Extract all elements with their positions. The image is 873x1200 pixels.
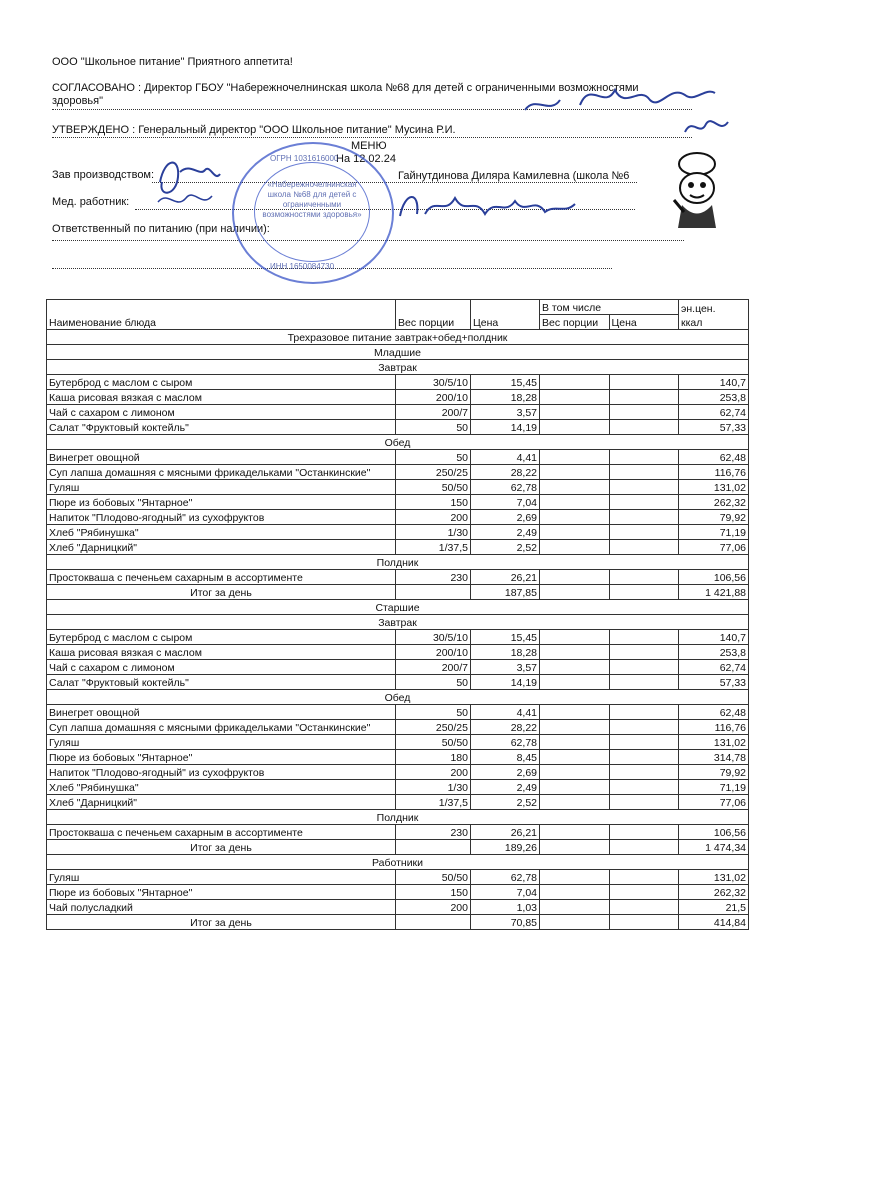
- dish-name: Чай с сахаром с лимоном: [47, 405, 396, 420]
- table-row: [47, 765, 749, 780]
- energy-kcal: 77,06: [679, 795, 749, 810]
- header-name: Наименование блюда: [47, 300, 396, 330]
- incl-price: [609, 390, 679, 405]
- table-row: [47, 480, 749, 495]
- incl-price: [609, 585, 679, 600]
- portion-weight: 1/37,5: [396, 795, 471, 810]
- energy-kcal: 140,7: [679, 630, 749, 645]
- incl-price: [609, 750, 679, 765]
- table-row: [47, 735, 749, 750]
- energy-kcal: 79,92: [679, 765, 749, 780]
- incl-weight: [540, 870, 610, 885]
- incl-price: [609, 660, 679, 675]
- portion-weight: 200/7: [396, 405, 471, 420]
- table-row: [47, 705, 749, 720]
- energy-kcal: 21,5: [679, 900, 749, 915]
- total-row: [47, 840, 749, 855]
- table-row: [47, 450, 749, 465]
- price: 70,85: [471, 915, 540, 930]
- price: 4,41: [471, 705, 540, 720]
- incl-weight: [540, 915, 610, 930]
- portion-weight: 250/25: [396, 720, 471, 735]
- incl-price: [609, 765, 679, 780]
- energy-kcal: 71,19: [679, 525, 749, 540]
- dish-name: Суп лапша домашняя с мясными фрикадельками "Останкинские": [47, 720, 396, 735]
- dish-name: Хлеб "Рябинушка": [47, 780, 396, 795]
- company-line: ООО "Школьное питание" Приятного аппетита!: [52, 56, 293, 68]
- incl-weight: [540, 840, 610, 855]
- table-row: [47, 825, 749, 840]
- incl-price: [609, 540, 679, 555]
- section-title: Работники: [47, 855, 749, 870]
- total-row: [47, 585, 749, 600]
- incl-weight: [540, 420, 610, 435]
- incl-price: [609, 915, 679, 930]
- incl-price: [609, 630, 679, 645]
- price: 2,49: [471, 525, 540, 540]
- portion-weight: 1/30: [396, 525, 471, 540]
- incl-weight: [540, 660, 610, 675]
- header-energy-bottom: ккал: [679, 315, 749, 330]
- incl-price: [609, 840, 679, 855]
- price: 3,57: [471, 660, 540, 675]
- incl-weight: [540, 795, 610, 810]
- incl-price: [609, 780, 679, 795]
- price: 18,28: [471, 390, 540, 405]
- signature-medic: [395, 186, 595, 226]
- incl-weight: [540, 645, 610, 660]
- price: 2,69: [471, 510, 540, 525]
- incl-price: [609, 495, 679, 510]
- energy-kcal: 414,84: [679, 915, 749, 930]
- incl-price: [609, 825, 679, 840]
- medic-label: Мед. работник:: [52, 196, 130, 208]
- incl-weight: [540, 570, 610, 585]
- dish-name: Гуляш: [47, 870, 396, 885]
- energy-kcal: 79,92: [679, 510, 749, 525]
- dish-name: Бутерброд с маслом с сыром: [47, 630, 396, 645]
- approved-line: СОГЛАСОВАНО : Директор ГБОУ "Набережночелнинская школа №68 для детей с ограниченными возможностями: [52, 82, 639, 94]
- section-title: Завтрак: [47, 360, 749, 375]
- incl-price: [609, 900, 679, 915]
- energy-kcal: 262,32: [679, 495, 749, 510]
- stamp-center-text: «Набережночелнинская школа №68 для детей с ограниченными возможностями здоровья»: [262, 180, 362, 219]
- energy-kcal: 1 474,34: [679, 840, 749, 855]
- dish-name: Салат "Фруктовый коктейль": [47, 420, 396, 435]
- incl-price: [609, 465, 679, 480]
- portion-weight: 200/10: [396, 390, 471, 405]
- dish-name: Чай полусладкий: [47, 900, 396, 915]
- portion-weight: [396, 840, 471, 855]
- section-row: [47, 435, 749, 450]
- header-energy-top: эн.цен.: [679, 300, 749, 315]
- portion-weight: 150: [396, 495, 471, 510]
- energy-kcal: 62,74: [679, 660, 749, 675]
- incl-weight: [540, 540, 610, 555]
- price: 189,26: [471, 840, 540, 855]
- production-name: Гайнутдинова Диляра Камилевна (школа №6: [398, 170, 630, 182]
- table-row: [47, 720, 749, 735]
- price: 7,04: [471, 885, 540, 900]
- table-row: [47, 570, 749, 585]
- price: 26,21: [471, 570, 540, 585]
- total-label: Итог за день: [47, 915, 396, 930]
- incl-weight: [540, 825, 610, 840]
- dish-name: Напиток "Плодово-ягодный" из сухофруктов: [47, 510, 396, 525]
- dish-name: Хлеб "Рябинушка": [47, 525, 396, 540]
- table-row: [47, 900, 749, 915]
- incl-weight: [540, 465, 610, 480]
- portion-weight: 250/25: [396, 465, 471, 480]
- incl-price: [609, 735, 679, 750]
- dish-name: Каша рисовая вязкая с маслом: [47, 645, 396, 660]
- dish-name: Гуляш: [47, 480, 396, 495]
- price: 62,78: [471, 735, 540, 750]
- price: 15,45: [471, 630, 540, 645]
- incl-weight: [540, 765, 610, 780]
- portion-weight: 50: [396, 675, 471, 690]
- table-row: [47, 390, 749, 405]
- section-title: Завтрак: [47, 615, 749, 630]
- energy-kcal: 71,19: [679, 780, 749, 795]
- energy-kcal: 314,78: [679, 750, 749, 765]
- incl-weight: [540, 375, 610, 390]
- dish-name: Винегрет овощной: [47, 450, 396, 465]
- price: 62,78: [471, 480, 540, 495]
- incl-price: [609, 570, 679, 585]
- energy-kcal: 106,56: [679, 825, 749, 840]
- incl-weight: [540, 405, 610, 420]
- section-row: [47, 615, 749, 630]
- energy-kcal: 253,8: [679, 645, 749, 660]
- production-label: Зав производством:: [52, 169, 155, 181]
- incl-weight: [540, 495, 610, 510]
- portion-weight: 200/7: [396, 660, 471, 675]
- dish-name: Хлеб "Дарницкий": [47, 795, 396, 810]
- price: 28,22: [471, 465, 540, 480]
- energy-kcal: 106,56: [679, 570, 749, 585]
- table-row: [47, 885, 749, 900]
- portion-weight: 200: [396, 900, 471, 915]
- incl-weight: [540, 585, 610, 600]
- incl-weight: [540, 450, 610, 465]
- incl-price: [609, 480, 679, 495]
- incl-weight: [540, 675, 610, 690]
- table-row: [47, 675, 749, 690]
- incl-price: [609, 525, 679, 540]
- energy-kcal: 116,76: [679, 720, 749, 735]
- incl-weight: [540, 510, 610, 525]
- section-title: Полдник: [47, 810, 749, 825]
- dish-name: Каша рисовая вязкая с маслом: [47, 390, 396, 405]
- stamp-ogrn: ОГРН 1031616000: [270, 154, 339, 163]
- dish-name: Салат "Фруктовый коктейль": [47, 675, 396, 690]
- dish-name: Пюре из бобовых "Янтарное": [47, 750, 396, 765]
- dish-name: Хлеб "Дарницкий": [47, 540, 396, 555]
- energy-kcal: 131,02: [679, 480, 749, 495]
- incl-price: [609, 645, 679, 660]
- portion-weight: 200/10: [396, 645, 471, 660]
- section-title: Полдник: [47, 555, 749, 570]
- signature-general: [680, 112, 740, 142]
- dish-name: Чай с сахаром с лимоном: [47, 660, 396, 675]
- incl-price: [609, 675, 679, 690]
- energy-kcal: 57,33: [679, 675, 749, 690]
- price: 28,22: [471, 720, 540, 735]
- total-row: [47, 915, 749, 930]
- price: 1,03: [471, 900, 540, 915]
- price: 15,45: [471, 375, 540, 390]
- energy-kcal: 140,7: [679, 375, 749, 390]
- price: 62,78: [471, 870, 540, 885]
- dish-name: Бутерброд с маслом с сыром: [47, 375, 396, 390]
- section-title: Старшие: [47, 600, 749, 615]
- header-incl: В том числе: [540, 300, 679, 315]
- portion-weight: [396, 585, 471, 600]
- table-row: [47, 510, 749, 525]
- menu-date: На 12.02.24: [336, 153, 396, 165]
- table-row: [47, 630, 749, 645]
- energy-kcal: 1 421,88: [679, 585, 749, 600]
- portion-weight: 180: [396, 750, 471, 765]
- section-title: Трехразовое питание завтрак+обед+полдник: [47, 330, 749, 345]
- portion-weight: 1/37,5: [396, 540, 471, 555]
- incl-price: [609, 420, 679, 435]
- price: 2,52: [471, 795, 540, 810]
- price: 187,85: [471, 585, 540, 600]
- incl-price: [609, 705, 679, 720]
- table-row: [47, 525, 749, 540]
- section-row: [47, 330, 749, 345]
- signature-production: [150, 152, 230, 212]
- price: 14,19: [471, 675, 540, 690]
- energy-kcal: 116,76: [679, 465, 749, 480]
- incl-price: [609, 450, 679, 465]
- table-row: [47, 420, 749, 435]
- energy-kcal: 131,02: [679, 735, 749, 750]
- table-row: [47, 465, 749, 480]
- portion-weight: 200: [396, 510, 471, 525]
- confirmed-line: УТВЕРЖДЕНО : Генеральный директор "ООО Школьное питание" Мусина Р.И.: [52, 124, 456, 136]
- header-weight: Вес порции: [396, 300, 471, 330]
- portion-weight: 150: [396, 885, 471, 900]
- incl-weight: [540, 705, 610, 720]
- header-price: Цена: [471, 300, 540, 330]
- total-label: Итог за день: [47, 840, 396, 855]
- dish-name: Напиток "Плодово-ягодный" из сухофруктов: [47, 765, 396, 780]
- menu-table: [46, 299, 749, 930]
- section-title: Обед: [47, 435, 749, 450]
- price: 26,21: [471, 825, 540, 840]
- section-row: [47, 360, 749, 375]
- incl-price: [609, 405, 679, 420]
- price: 3,57: [471, 405, 540, 420]
- confirmed-dotted-line: [52, 137, 692, 138]
- table-header-row-1: [47, 300, 749, 315]
- school-stamp: [232, 142, 394, 284]
- table-row: [47, 780, 749, 795]
- table-row: [47, 870, 749, 885]
- energy-kcal: 62,74: [679, 405, 749, 420]
- menu-title: МЕНЮ: [351, 140, 387, 152]
- table-row: [47, 660, 749, 675]
- table-row: [47, 540, 749, 555]
- portion-weight: 1/30: [396, 780, 471, 795]
- incl-price: [609, 885, 679, 900]
- portion-weight: 200: [396, 765, 471, 780]
- dish-name: Пюре из бобовых "Янтарное": [47, 495, 396, 510]
- section-row: [47, 600, 749, 615]
- incl-price: [609, 795, 679, 810]
- total-label: Итог за день: [47, 585, 396, 600]
- table-row: [47, 795, 749, 810]
- incl-price: [609, 720, 679, 735]
- section-row: [47, 690, 749, 705]
- section-title: Младшие: [47, 345, 749, 360]
- table-row: [47, 645, 749, 660]
- incl-weight: [540, 525, 610, 540]
- portion-weight: 50/50: [396, 480, 471, 495]
- responsible-label: Ответственный по питанию (при наличии):: [52, 223, 270, 235]
- incl-weight: [540, 390, 610, 405]
- energy-kcal: 62,48: [679, 705, 749, 720]
- portion-weight: 30/5/10: [396, 375, 471, 390]
- table-row: [47, 750, 749, 765]
- price: 18,28: [471, 645, 540, 660]
- chef-logo: [666, 150, 728, 232]
- energy-kcal: 262,32: [679, 885, 749, 900]
- table-row: [47, 495, 749, 510]
- header-incl-weight: Вес порции: [540, 315, 610, 330]
- portion-weight: 50/50: [396, 735, 471, 750]
- stamp-inn: ИНН 1650084730: [270, 262, 335, 271]
- energy-kcal: 253,8: [679, 390, 749, 405]
- incl-weight: [540, 630, 610, 645]
- header-incl-price: Цена: [609, 315, 679, 330]
- portion-weight: 50/50: [396, 870, 471, 885]
- price: 2,52: [471, 540, 540, 555]
- incl-price: [609, 375, 679, 390]
- energy-kcal: 131,02: [679, 870, 749, 885]
- incl-weight: [540, 885, 610, 900]
- dish-name: Простокваша с печеньем сахарным в ассортименте: [47, 570, 396, 585]
- price: 7,04: [471, 495, 540, 510]
- price: 2,69: [471, 765, 540, 780]
- dish-name: Суп лапша домашняя с мясными фрикадельками "Останкинские": [47, 465, 396, 480]
- portion-weight: 230: [396, 825, 471, 840]
- dish-name: Винегрет овощной: [47, 705, 396, 720]
- approved-line-2: здоровья": [52, 95, 104, 107]
- incl-price: [609, 510, 679, 525]
- price: 14,19: [471, 420, 540, 435]
- incl-weight: [540, 720, 610, 735]
- portion-weight: 50: [396, 705, 471, 720]
- section-row: [47, 555, 749, 570]
- table-row: [47, 405, 749, 420]
- incl-weight: [540, 750, 610, 765]
- incl-weight: [540, 900, 610, 915]
- energy-kcal: 77,06: [679, 540, 749, 555]
- section-row: [47, 855, 749, 870]
- incl-weight: [540, 780, 610, 795]
- price: 2,49: [471, 780, 540, 795]
- dish-name: Пюре из бобовых "Янтарное": [47, 885, 396, 900]
- incl-weight: [540, 735, 610, 750]
- portion-weight: 50: [396, 450, 471, 465]
- portion-weight: 50: [396, 420, 471, 435]
- dish-name: Простокваша с печеньем сахарным в ассортименте: [47, 825, 396, 840]
- incl-weight: [540, 480, 610, 495]
- table-row: [47, 375, 749, 390]
- portion-weight: 30/5/10: [396, 630, 471, 645]
- price: 4,41: [471, 450, 540, 465]
- section-title: Обед: [47, 690, 749, 705]
- energy-kcal: 57,33: [679, 420, 749, 435]
- section-row: [47, 345, 749, 360]
- price: 8,45: [471, 750, 540, 765]
- energy-kcal: 62,48: [679, 450, 749, 465]
- incl-price: [609, 870, 679, 885]
- section-row: [47, 810, 749, 825]
- dish-name: Гуляш: [47, 735, 396, 750]
- portion-weight: 230: [396, 570, 471, 585]
- portion-weight: [396, 915, 471, 930]
